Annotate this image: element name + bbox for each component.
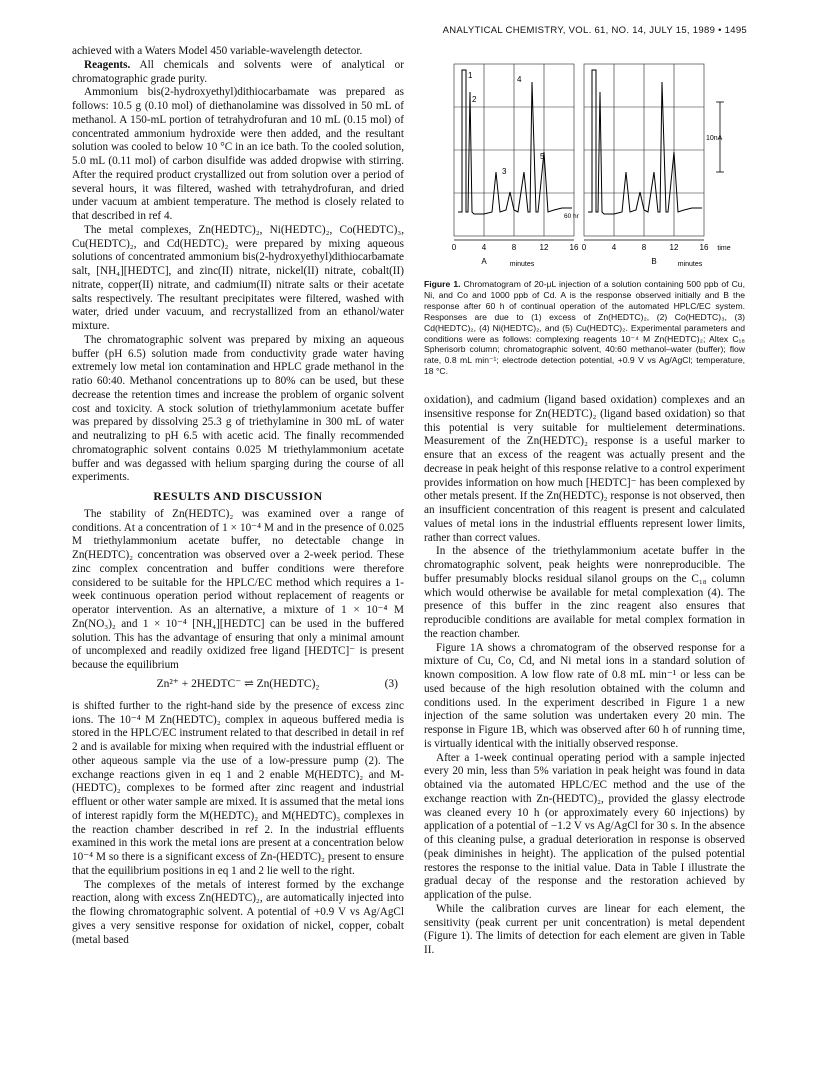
x-tick-label: 4: [611, 243, 617, 252]
x-tick-label: 16: [569, 243, 579, 252]
equation-expression: Zn²⁺ + 2HEDTC⁻ ⇌ Zn(HEDTC)₂: [156, 677, 320, 690]
section-heading: RESULTS AND DISCUSSION: [153, 489, 323, 503]
x-tick-label: 0: [451, 243, 457, 252]
paragraph: The stability of Zn(HEDTC)₂ was examined over a range of conditions. At a concentration of 1 × 10⁻⁴ M and in the presence of 0.025 M triethylammonium acetate buffer, no detectable change in Zn(HEDTC)₂ concentration was observed over a 2-week period. These zinc complex concentration and buffer conditions were therefore considered to be suitable for the HPLC/EC method which requires a 1-week continuous operation period without replacement of reagents or operator intervention. As an alternative, a mixture of 1 × 10⁻⁴ M Zn(NO₃)₂ and 1 × 10⁻⁴ [NH₄][HEDTC] can be used in the buffered solution. This has the advantage of ensuring that only a minimal amount of uncomplexed and readily oxidized free ligand [HEDTC]⁻ is present because the equilibrium: [72, 507, 404, 671]
paragraph: In the absence of the triethylammonium acetate buffer in the chromatographic solvent, peak heights were nonreproducible. The buffer presumably blocks residual silanol groups on the C₁₈ column which would otherwise be available for metal complexation (4). The presence of this buffer in the zinc reagent also ensures that reproducible conditions are available for metal complex formation in the reaction chamber.: [424, 545, 745, 640]
time-axis-label: time: [717, 245, 731, 252]
caption-label: Figure 1.: [424, 279, 461, 289]
chromatogram-trace-a: [458, 70, 572, 214]
x-tick-label: 16: [699, 243, 709, 252]
scale-label: 10nA: [706, 135, 723, 142]
panel-label-b: B: [651, 257, 657, 266]
paragraph: Figure 1A shows a chromatogram of the observed response for a mixture of Cu, Co, Cd, and Ni metal ions in a standard solution of known composition. A low flow rate of 0.8 mL min⁻¹ or less can be used because of the high resolution obtained with the column and conditions used. In the experiment described in Figure 1 a new injection of the same solution was undertaken every 20 min. The response in Figure 1B, which was observed after 60 h of running time, is virtually identical with the initially observed response.: [424, 641, 745, 750]
paragraph: achieved with a Waters Model 450 variable-wavelength detector.: [72, 45, 363, 57]
running-header: [0, 22, 820, 38]
panel-label-a: A: [481, 257, 487, 266]
paragraph: is shifted further to the right-hand side by the presence of excess zinc ions. The 10⁻⁴ M Zn(HEDTC)₂ complex in aqueous buffered media is stored in the HPLC/EC instrument related to that described in detail in ref 2 and is available for mixing when required with the industrial effluent or other aqueous sample via the use of a low-pressure pump (2). The exchange reactions given in eq 1 and 2 enable M(HEDTC)₂ and M-(HEDTC)₂ complexes to be formed after zinc reagent and industrial effluent or other water sample are mixed. It is assumed that the metal ions of interest rapidly form the M(HEDTC)₂ and M(HEDTC)₃ complexes in the reaction chamber described in ref 2. In the industrial effluents examined in this work the metal ions are present at a concentration below 10⁻⁴ M so there is a significant excess of Zn-(HEDTC)₂ present to ensure that the equilibrium positions in eq 1 and 2 lie well to the right.: [72, 699, 404, 877]
journal-citation: ANALYTICAL CHEMISTRY, VOL. 61, NO. 14, JULY 15, 1989 • 1495: [442, 25, 747, 36]
paragraph-text: All chemicals and solvents were of analytical or chromatographic grade purity.: [72, 58, 404, 85]
right-column: [424, 394, 745, 958]
x-tick-label: 12: [669, 243, 679, 252]
paragraph: Ammonium bis(2-hydroxyethyl)dithiocarbamate was prepared as follows: 10.5 g (0.10 mol) of diethanolamine was dissolved in 50 mL of methanol. A 150-mL portion of tetrahydrofuran and 10 mL (0.15 mol) of concentrated ammonium hydroxide were then added, and the resultant solution was cooled to below 10 °C in an ice bath. To the cooled solution, 5.0 mL (0.11 mol) of carbon disulfide was added dropwise with stirring. After the required product crystallized out from solution over a period of several hours, it was filtered, washed with tetrahydrofuran, and dried under vacuum at ambient temperature. The method is closely related to that described in ref 4.: [72, 86, 404, 222]
paragraph: The metal complexes, Zn(HEDTC)₂, Ni(HEDTC)₂, Co(HEDTC)₃, Cu(HEDTC)₂, and Cd(HEDTC)₂ were prepared by mixing aqueous solutions of concentrated ammonium bis(2-hydroxyethyl)dithiocarbamate salt, [NH₄][HEDTC], and zinc(II) nitrate, nickel(II) nitrate, cobalt(II) nitrate, copper(II) nitrate, and cadmium(II) nitrate salts or their acetate salts respectively. The resultant precipitates were filtered, washed with water, dried under vacuum, and recrystallized from an ethanol/water mixture.: [72, 223, 404, 332]
peak-label: 4: [517, 75, 522, 84]
x-tick-label: 4: [481, 243, 487, 252]
peak-label: 3: [502, 167, 507, 176]
chromatogram-trace-b: [588, 70, 702, 214]
x-tick-label: 8: [641, 243, 647, 252]
x-tick-label: 0: [581, 243, 587, 252]
unit-label-a: minutes: [509, 261, 535, 268]
equation-number: (3): [384, 677, 398, 690]
paragraph: After a 1-week continual operating period with a sample injected every 20 min, less than 5% variation in peak height was found in data obtained via the automated HPLC/EC method and the use of the exchange reaction with Zn-(HEDTC)₂, provided the glassy electrode was cleaned every 10 h (or approximately every 60 injections) by application of a potential of −1.2 V vs Ag/AgCl for 30 s. In the absence of this cleaning pulse, a gradual deterioration in response is observed (peak diminishes in height). The application of the pulsed potential restores the response to the initial value. Data in Table I illustrate the gradual decay of the response and the restoration achieved by application of the pulse.: [424, 751, 745, 901]
figure-caption: [424, 279, 745, 377]
chromatogram-figure: [444, 62, 744, 272]
x-ticks-a: [452, 243, 579, 252]
paragraph: The chromatographic solvent was prepared by mixing an aqueous buffer (pH 6.5) solution made from conductivity grade water having extremely low metal ion contamination and HPLC grade methanol in the ratio 60:40. Methanol concentrations up to 80% can be used, but these decrease the retention times and increase the problem of organic solvent cost and toxicity. A stock solution of triethylammonium acetate buffer was prepared by dissolving 25.3 g of triethylamine in 300 mL of water and neutralizing to pH 6.5 with acetic acid. The finally recommended chromatographic solvent contains 0.025 M triethylammonium acetate buffer and was degassed with helium sparging during the course of all experiments.: [72, 333, 404, 484]
caption-text: Chromatogram of 20-μL injection of a solution containing 500 ppb of Cu, Ni, and Co and 1000 ppb of Cd. A is the response observed initially and B the response after 60 h of continual operation of the automated HPLC/EC system. Responses are due to (1) excess of Zn(HEDTC)₂, (2) Co(HEDTC)₃, (3) Cd(HEDTC)₂, (4) Ni(HEDTC)₂, and (5) Cu(HEDTC)₂. Experimental parameters and conditions were as follows: complexing reagents 10⁻⁴ M Zn(HEDTC)₂; Altex C₁₈ Spherisorb column; chromatographic solvent, 40:60 methanol–water (buffer); flow rate, 0.8 mL min⁻¹; electrode detection potential, +0.9 V vs Ag/AgCl; temperature, 18 °C.: [424, 279, 745, 377]
unit-label-b: minutes: [677, 261, 703, 268]
paragraph: The complexes of the metals of interest formed by the exchange reaction, along with excess Zn(HEDTC)₂, are automatically injected into the flowing chromatographic solvent. A potential of +0.9 V vs Ag/AgCl gives a very sensitive response for oxidation of nickel, copper, cobalt (metal based: [72, 878, 404, 946]
peak-label: 5: [540, 152, 545, 161]
x-tick-label: 12: [539, 243, 549, 252]
gap-label: 60 hr: [564, 213, 579, 220]
paragraph: oxidation), and cadmium (ligand based oxidation) complexes and an insensitive response for Zn(HEDTC)₂ (ligand based oxidation) so that this potential is very suitable for multielement determinations. Measurement of the Zn(HEDTC)₂ response is a useful marker to ensure that an excess of the reagent was actually present and the decrease in peak height of this response relative to a control experiment provides information on how much [HEDTC]⁻ has been complexed by other metals present. If the Zn(HEDTC)₂ response is not observed, then an insufficient concentration of this reagent is present and calculated values of metal ions in the industrial effluents represent lower limits, rather than correct values.: [424, 394, 745, 544]
peak-label: 2: [472, 95, 477, 104]
equation: [72, 676, 404, 696]
x-tick-label: 8: [511, 243, 517, 252]
run-in-heading: Reagents.: [84, 58, 131, 71]
x-ticks-b: [582, 243, 709, 252]
left-column: [72, 45, 404, 947]
paragraph: While the calibration curves are linear for each element, the sensitivity (peak current per unit concentration) is metal dependent (Figure 1). The limits of detection for each element are given in Table II.: [424, 902, 745, 956]
peak-label: 1: [468, 71, 473, 80]
reagents-paragraph: [72, 59, 404, 87]
